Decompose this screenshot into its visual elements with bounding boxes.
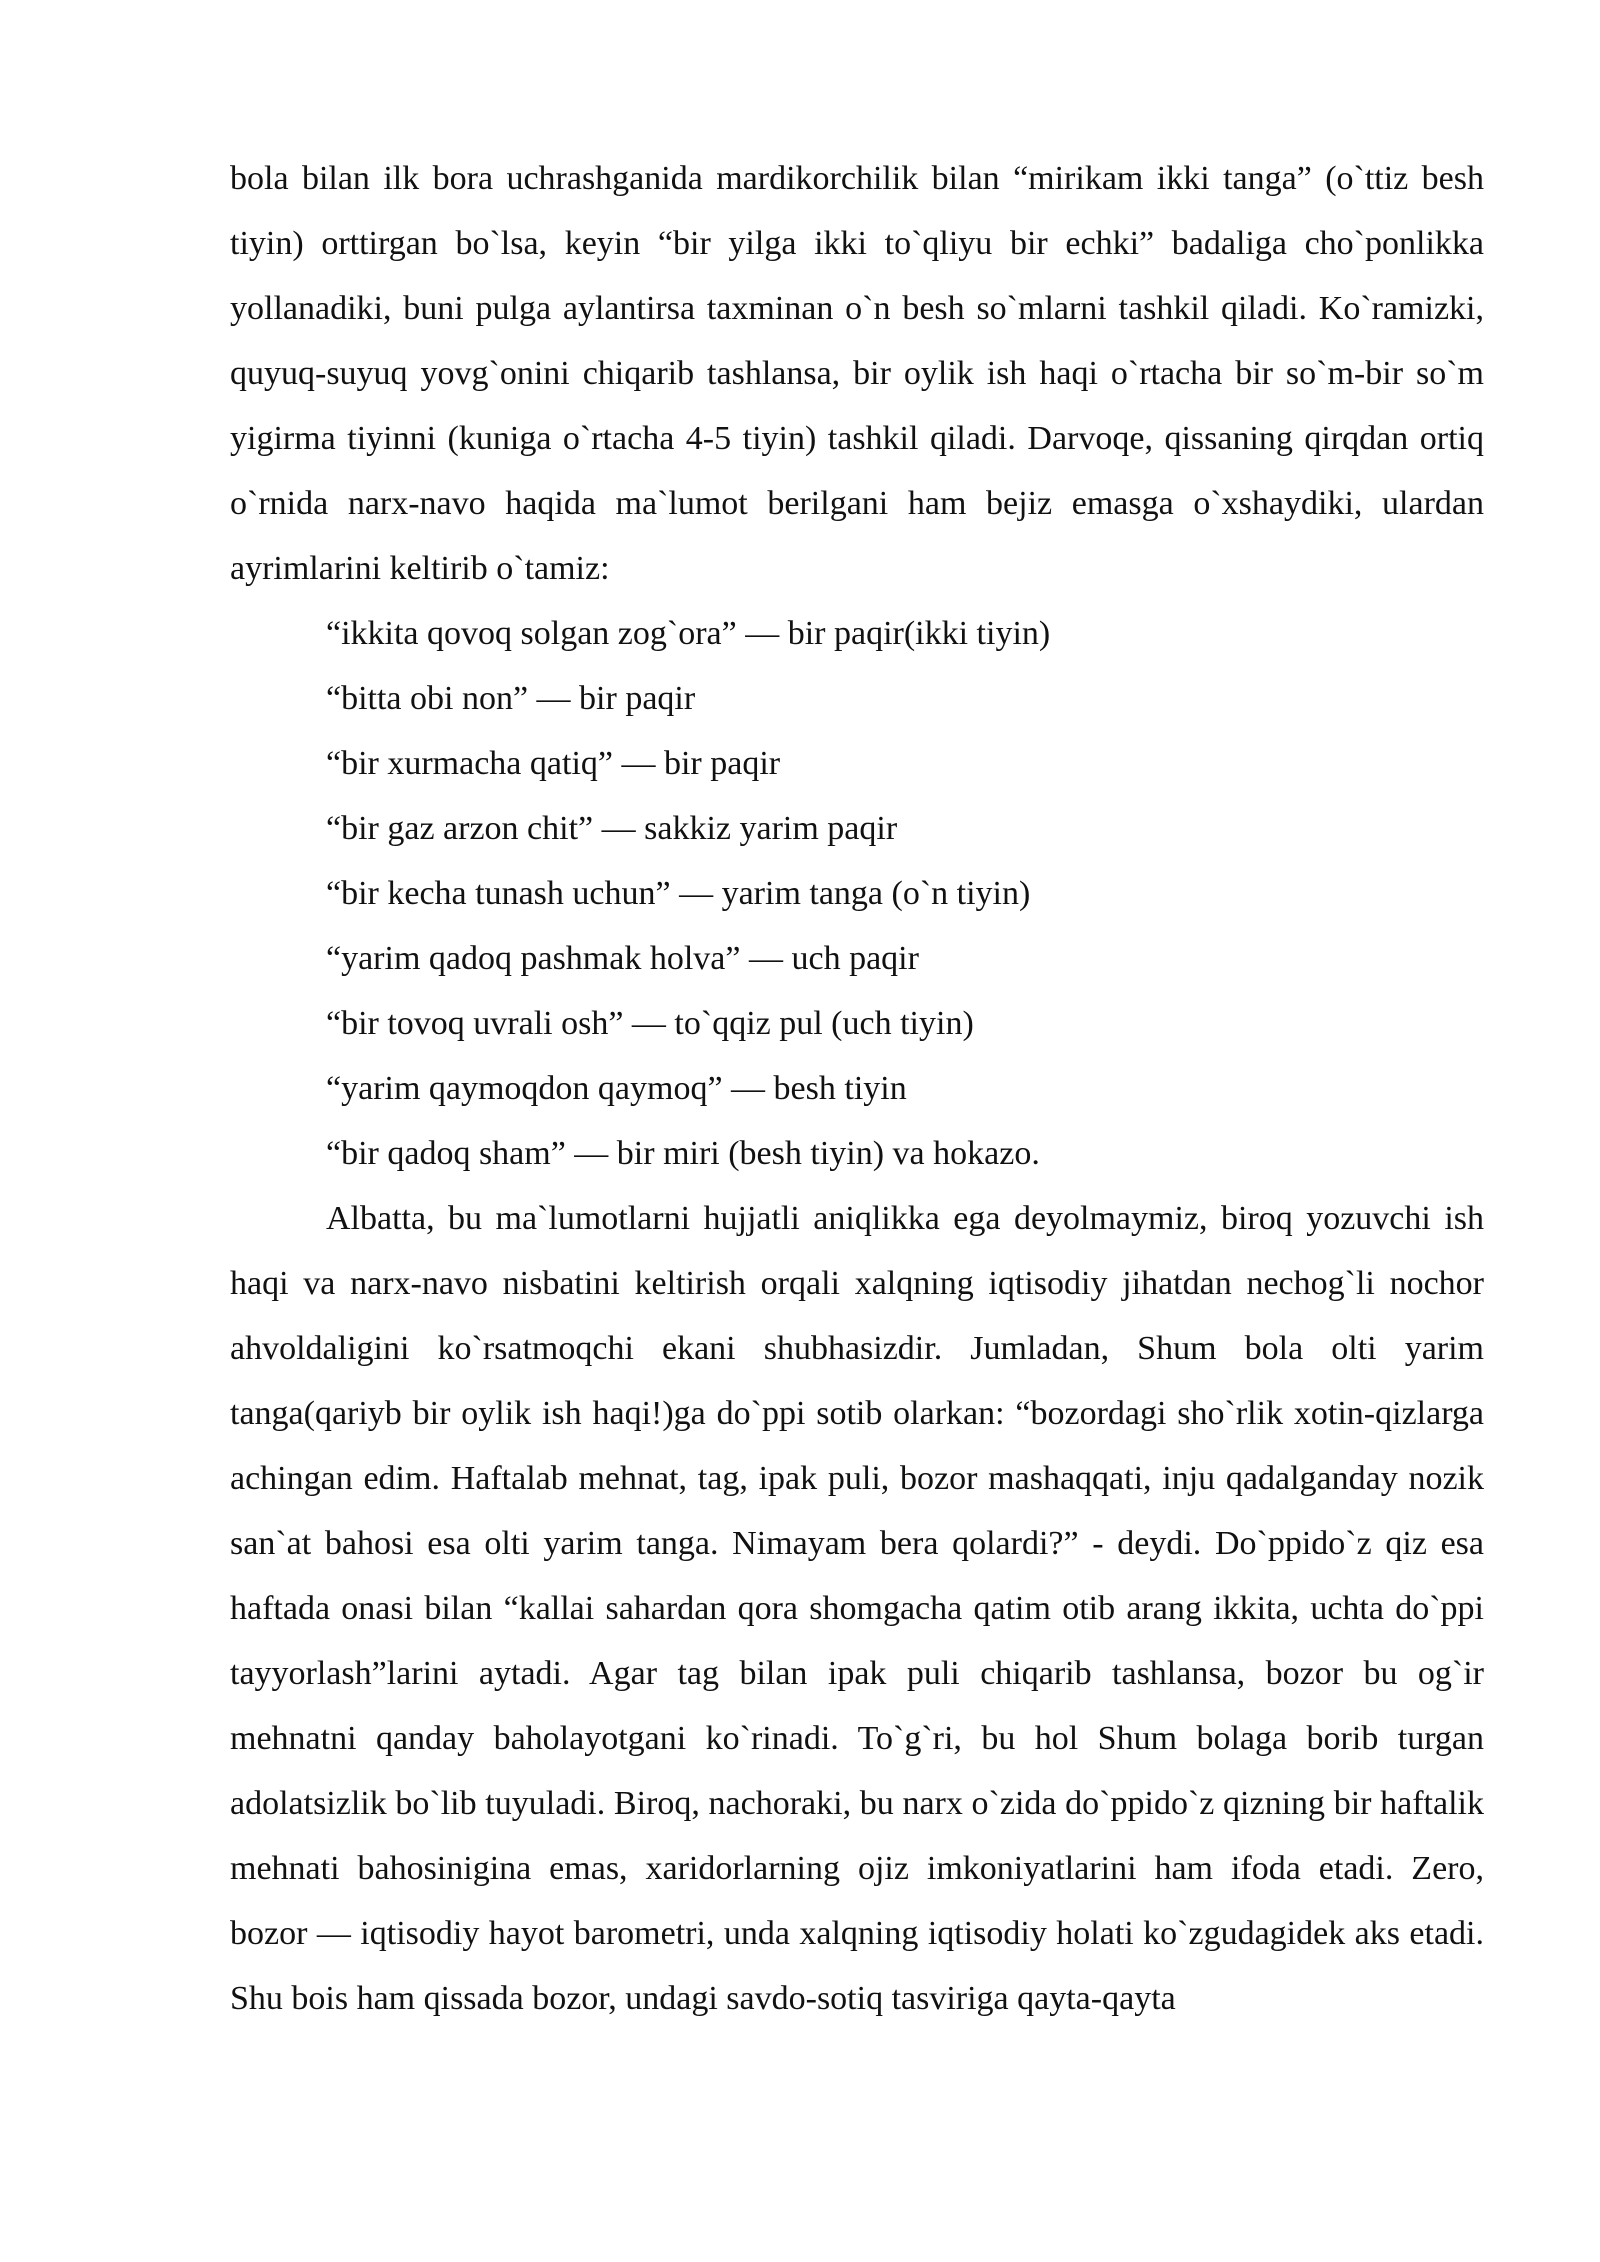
price-list-item: “bir tovoq uvrali osh” — to`qqiz pul (uch tiyin) — [326, 1005, 974, 1042]
price-list-item: “bitta obi non” — bir paqir — [326, 680, 696, 717]
price-list-item: “bir gaz arzon chit” — sakkiz yarim paqir — [326, 810, 898, 847]
price-list-item: “bir qadoq sham” — bir miri (besh tiyin) va hokazo. — [326, 1135, 1040, 1172]
price-list-item: “yarim qadoq pashmak holva” — uch paqir — [326, 940, 919, 977]
price-list-item: “bir xurmacha qatiq” — bir paqir — [326, 745, 781, 782]
price-list-item: “ikkita qovoq solgan zog`ora” — bir paqir(ikki tiyin) — [326, 615, 1051, 652]
closing-paragraph: Albatta, bu ma`lumotlarni hujjatli aniqlikka ega deyolmaymiz, biroq yozuvchi ish haqi va narx-navo nisbatini keltirish orqali xalqning iqtisodiy jihatdan nechog`li nochor ahvoldaligini ko`rsatmoqchi ekani shubhasizdir. Jumladan, Shum bola olti yarim tanga(qariyb bir oylik ish haqi!)ga do`ppi sotib olarkan: “bozordagi sho`rlik xotin-qizlarga achingan edim. Haftalab mehnat, tag, ipak puli, bozor mashaqqati, inju qadalganday nozik san`at bahosi esa olti yarim tanga. Nimayam bera qolardi?” - deydi. Do`ppido`z qiz esa haftada onasi bilan “kallai sahardan qora shomgacha qatim otib arang ikkita, uchta do`ppi tayyorlash”larini aytadi. Agar tag bilan ipak puli chiqarib tashlansa, bozor bu og`ir mehnatni qanday baholayotgani ko`rinadi. To`g`ri, bu hol Shum bolaga borib turgan adolatsizlik bo`lib tuyuladi. Biroq, nachoraki, bu narx o`zida do`ppido`z qizning bir haftalik mehnati bahosinigina emas, xaridorlarning ojiz imkoniyatlarini ham ifoda etadi. Zero, bozor — iqtisodiy hayot barometri, unda xalqning iqtisodiy holati ko`zgudagidek aks etadi. Shu bois ham qissada bozor, undagi savdo-sotiq tasviriga qayta-qayta — [230, 1200, 1484, 2017]
price-list-item: “yarim qaymoqdon qaymoq” — besh tiyin — [326, 1070, 907, 1107]
price-list — [230, 601, 1484, 1186]
document-body — [230, 146, 1484, 2031]
intro-paragraph: bola bilan ilk bora uchrashganida mardikorchilik bilan “mirikam ikki tanga” (o`ttiz besh tiyin) orttirgan bo`lsa, keyin “bir yilga ikki to`qliyu bir echki” badaliga cho`ponlikka yollanadiki, buni pulga aylantirsa taxminan o`n besh so`mlarni tashkil qiladi. Ko`ramizki, quyuq-suyuq yovg`onini chiqarib tashlansa, bir oylik ish haqi o`rtacha bir so`m-bir so`m yigirma tiyinni (kuniga o`rtacha 4-5 tiyin) tashkil qiladi. Darvoqe, qissaning qirqdan ortiq o`rnida narx-navo haqida ma`lumot berilgani ham bejiz emasga o`xshaydiki, ulardan ayrimlarini keltirib o`tamiz: — [230, 160, 1484, 587]
price-list-item: “bir kecha tunash uchun” — yarim tanga (o`n tiyin) — [326, 875, 1031, 912]
